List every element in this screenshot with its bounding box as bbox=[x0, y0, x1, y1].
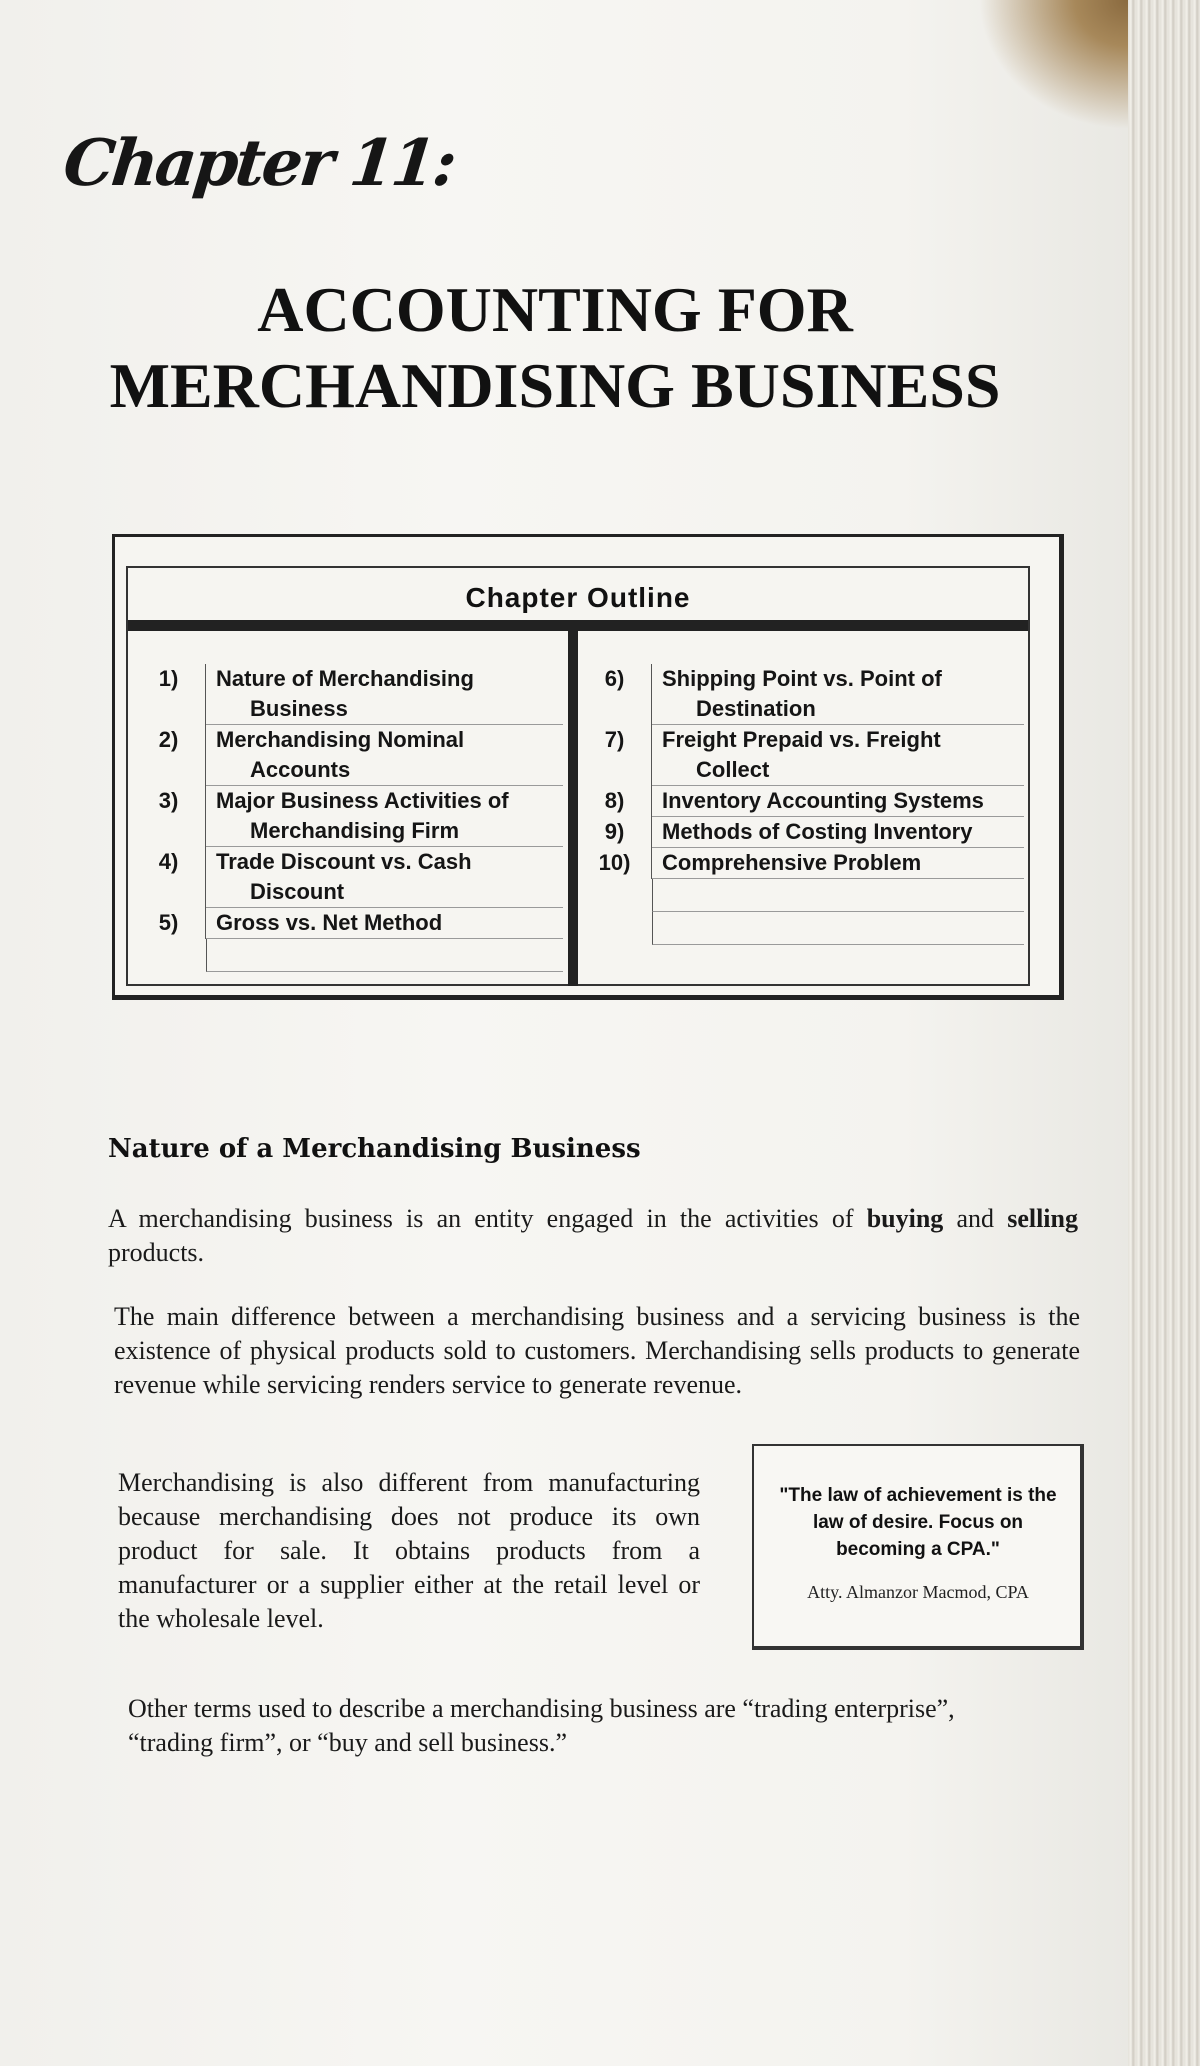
quote-box bbox=[752, 1444, 1084, 1650]
chapter-title-line2: MERCHANDISING BUSINESS bbox=[109, 350, 1001, 421]
outline-item bbox=[584, 725, 1024, 786]
outline-item-text bbox=[652, 848, 1024, 879]
outline-item-text bbox=[206, 786, 563, 847]
outline-item bbox=[138, 908, 563, 939]
outline-item-text bbox=[652, 786, 1024, 817]
outline-item bbox=[584, 786, 1024, 817]
outline-item-number: 4) bbox=[138, 847, 206, 908]
outline-item-text bbox=[206, 725, 563, 786]
outline-item-line2: Discount bbox=[250, 879, 345, 904]
outline-item-text bbox=[206, 908, 563, 939]
outline-item-line1: Major Business Activities of bbox=[216, 788, 509, 813]
page-corner-shadow bbox=[978, 0, 1128, 130]
outline-item-line1: Comprehensive Problem bbox=[662, 850, 922, 875]
outline-item bbox=[584, 817, 1024, 848]
paragraph-text: products. bbox=[108, 1238, 205, 1267]
outline-item-line2: Business bbox=[250, 696, 348, 721]
outline-right-column bbox=[584, 664, 1024, 945]
outline-item bbox=[138, 725, 563, 786]
outline-item-text bbox=[652, 817, 1024, 848]
outline-heading-rule bbox=[128, 620, 1028, 631]
outline-item-number: 5) bbox=[138, 908, 206, 939]
outline-item-line1: Merchandising Nominal bbox=[216, 727, 465, 752]
outline-item-line1: Gross vs. Net Method bbox=[216, 910, 443, 935]
outline-left-column bbox=[138, 664, 563, 972]
book-page-edges bbox=[1128, 0, 1200, 2066]
outline-item-number: 10) bbox=[584, 848, 652, 879]
paragraph-difference-manufacturing: Merchandising is also different from manufacturing because merchandising does not produce its own product for sale. It obtains products from a manufacturer or a supplier either at the retail level or the wholesale level. bbox=[118, 1468, 700, 1633]
outline-item-number: 8) bbox=[584, 786, 652, 817]
outline-item bbox=[138, 847, 563, 908]
bold-term-selling: selling bbox=[1007, 1204, 1078, 1233]
outline-item-line2: Merchandising Firm bbox=[250, 818, 460, 843]
chapter-outline-box bbox=[126, 566, 1030, 986]
bold-term-buying: buying bbox=[866, 1204, 944, 1233]
outline-empty-row bbox=[652, 912, 1024, 945]
outline-item-text bbox=[652, 664, 1024, 725]
outline-column-divider bbox=[568, 626, 578, 986]
chapter-outline-heading: Chapter Outline bbox=[465, 582, 691, 613]
section-heading: Nature of a Merchandising Business bbox=[108, 1134, 641, 1164]
outline-item-number: 2) bbox=[138, 725, 206, 786]
outline-item-line1: Shipping Point vs. Point of bbox=[662, 666, 942, 691]
outline-item-line2: Destination bbox=[696, 696, 816, 721]
chapter-label: Chapter 11: bbox=[60, 126, 458, 201]
paragraph-text: and bbox=[943, 1204, 1008, 1233]
outline-item-number: 9) bbox=[584, 817, 652, 848]
quote-author: Atty. Almanzor Macmod, CPA bbox=[807, 1582, 1029, 1602]
outline-item bbox=[584, 664, 1024, 725]
outline-item-line2: Collect bbox=[696, 757, 770, 782]
chapter-title-line1: ACCOUNTING FOR bbox=[257, 274, 853, 345]
paragraph-definition bbox=[108, 1202, 1078, 1270]
outline-item bbox=[138, 664, 563, 725]
outline-item-number: 6) bbox=[584, 664, 652, 725]
outline-item-text bbox=[206, 664, 563, 725]
outline-item-line1: Trade Discount vs. Cash bbox=[216, 849, 472, 874]
outline-item bbox=[584, 848, 1024, 879]
outline-item-text bbox=[652, 725, 1024, 786]
outline-empty-row bbox=[206, 939, 563, 972]
quote-text: "The law of achievement is the law of desire. Focus on becoming a CPA." bbox=[779, 1485, 1057, 1560]
outline-item-line1: Methods of Costing Inventory bbox=[662, 819, 973, 844]
outline-item-number: 1) bbox=[138, 664, 206, 725]
outline-empty-row bbox=[652, 879, 1024, 912]
outline-item bbox=[138, 786, 563, 847]
outline-item-line1: Nature of Merchandising bbox=[216, 666, 474, 691]
outline-item-line1: Freight Prepaid vs. Freight bbox=[662, 727, 941, 752]
paragraph-other-terms: Other terms used to describe a merchandising business are “trading enterprise”, “trading firm”, or “buy and sell business.” bbox=[128, 1694, 955, 1757]
outline-item-line2: Accounts bbox=[250, 757, 351, 782]
outline-item-text bbox=[206, 847, 563, 908]
outline-item-number: 7) bbox=[584, 725, 652, 786]
outline-item-line1: Inventory Accounting Systems bbox=[662, 788, 984, 813]
paragraph-text: A merchandising business is an entity engaged in the activities of bbox=[108, 1204, 867, 1233]
paragraph-difference-servicing: The main difference between a merchandising business and a servicing business is the existence of physical products sold to customers. Merchandising sells products to generate revenue while servicing renders service to generate revenue. bbox=[114, 1302, 1080, 1399]
outline-item-number: 3) bbox=[138, 786, 206, 847]
chapter-title bbox=[60, 272, 1050, 424]
